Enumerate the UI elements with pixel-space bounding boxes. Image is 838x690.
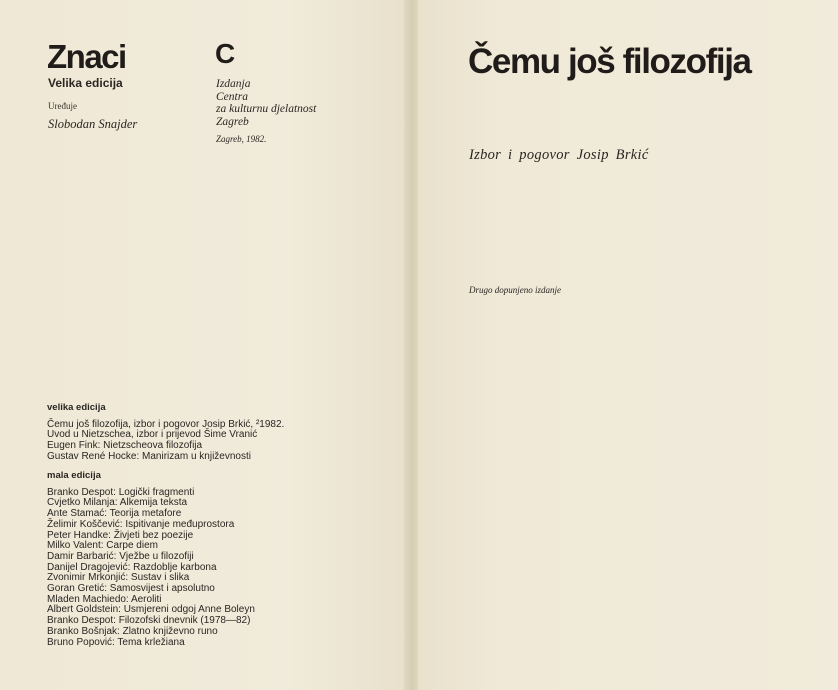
list-item: Branko Despot: Filozofski dnevnik (1978—82) xyxy=(47,615,251,627)
list-item: Zvonimir Mrkonjić: Sustav i slika xyxy=(47,572,190,584)
editor-label: Uređuje xyxy=(48,101,77,111)
list-item: Goran Gretić: Samosvijest i apsolutno xyxy=(47,583,215,595)
publisher-line: Izdanja xyxy=(216,78,251,90)
publisher-line: za kulturnu djelatnost xyxy=(216,103,317,115)
mala-edicija-list xyxy=(47,471,255,648)
list-heading: mala edicija xyxy=(47,470,101,481)
list-item: Damir Barbarić: Vježbe u filozofiji xyxy=(47,550,194,562)
velika-edicija-list xyxy=(47,403,284,463)
editor-name: Slobodan Snajder xyxy=(48,117,138,131)
right-page xyxy=(418,0,838,690)
series-subtitle: Velika edicija xyxy=(48,76,123,90)
list-item: Danijel Dragojević: Razdoblje karbona xyxy=(47,561,217,573)
list-item: Peter Handke: Živjeti bez poezije xyxy=(47,529,194,541)
list-item: Uvod u Nietzschea, izbor i prijevod Šime Vranić xyxy=(47,429,258,441)
list-item: Gustav René Hocke: Manirizam u književnosti xyxy=(47,450,251,462)
list-item: Branko Despot: Logički fragmenti xyxy=(47,486,195,498)
list-item: Čemu još filozofija, izbor i pogovor Josip Brkić, ²1982. xyxy=(47,418,285,430)
left-page xyxy=(0,0,410,690)
book-title: Čemu još filozofija xyxy=(468,42,751,81)
list-item: Albert Goldstein: Usmjereni odgoj Anne Boleyn xyxy=(47,604,255,616)
list-item: Milko Valent: Carpe diem xyxy=(47,540,158,552)
list-heading: velika edicija xyxy=(47,402,106,413)
book-subtitle: Izbor i pogovor Josip Brkić xyxy=(469,147,649,163)
publisher-line: Centra xyxy=(216,90,248,103)
series-title: Znaci xyxy=(47,38,126,75)
list-item: Mladen Machiedo: Aeroliti xyxy=(47,593,162,605)
list-item: Bruno Popović: Tema krležiana xyxy=(47,636,185,648)
list-item: Cvjetko Milanja: Alkemija teksta xyxy=(47,497,188,509)
list-item: Eugen Fink: Nietzscheova filozofija xyxy=(47,440,203,452)
publisher-info xyxy=(216,78,316,128)
list-item: Ante Stamać: Teorija metafore xyxy=(47,508,182,520)
publisher-line: Zagreb xyxy=(216,115,249,128)
publisher-logo: C xyxy=(215,38,236,69)
list-item: Želimir Koščević: Ispitivanje međuprostora xyxy=(47,518,235,530)
place-year: Zagreb, 1982. xyxy=(216,134,267,144)
edition-note: Drugo dopunjeno izdanje xyxy=(469,285,561,295)
list-item: Branko Bošnjak: Zlatno književno runo xyxy=(47,625,218,637)
